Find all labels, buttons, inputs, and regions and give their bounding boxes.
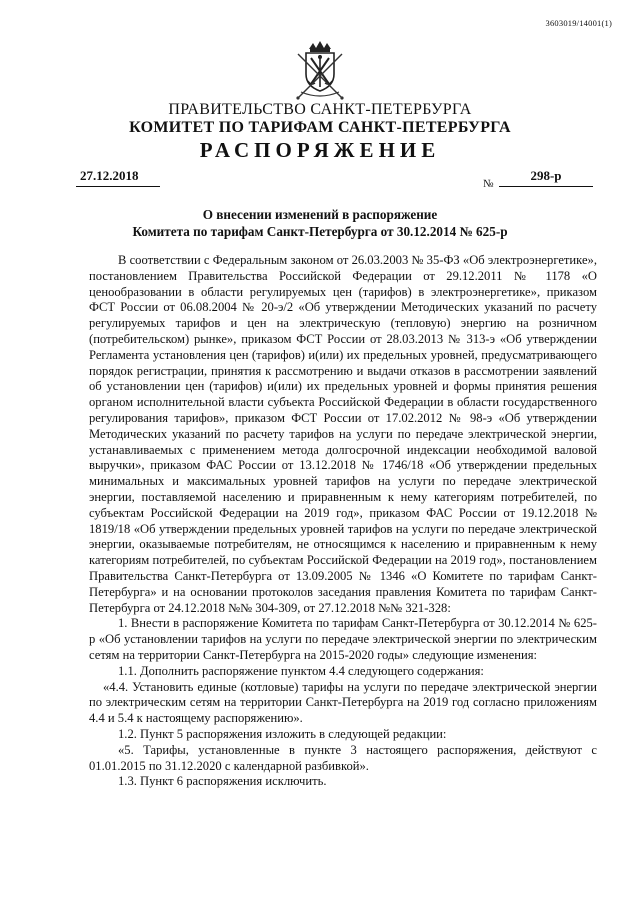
- item-4-4-paragraph: «4.4. Установить единые (котловые) тарифы на услуги по передаче электрической энергии по электрическим сетям на территории Санкт-Петербурга на 2019 год согласно приложениям 4.4 и 5.4 к настоящему распоряжению».: [89, 679, 597, 726]
- government-title: ПРАВИТЕЛЬСТВО САНКТ-ПЕТЕРБУРГА: [168, 101, 472, 118]
- subject-line-2: Комитета по тарифам Санкт-Петербурга от 30.12.2014 № 625-р: [132, 224, 508, 239]
- subject-line-1: О внесении изменений в распоряжение: [202, 207, 438, 222]
- committee-title: КОМИТЕТ ПО ТАРИФАМ САНКТ-ПЕТЕРБУРГА: [129, 119, 511, 136]
- item-1-3-paragraph: 1.3. Пункт 6 распоряжения исключить.: [118, 774, 327, 789]
- preamble-paragraph: В соответствии с Федеральным законом от 26.03.2003 № 35-ФЗ «Об электроэнергетике», постановлением Правительства Российской Федерации от 29.12.2011 № 1178 «О ценообразовании в области регулируемых цен (тарифов) в электроэнергетике», приказом ФСТ России от 06.08.2004 № 20-э/2 «Об утверждении Методических указаний по расчету регулируемых тарифов и цен на электрическую (тепловую) энергию на розничном (потребительском) рынке», приказом ФСТ России от 28.03.2013 № 313-э «Об утверждении Регламента установления цен (тарифов) и(или) их предельных уровней, предусматривающего порядок регистрации, принятия к рассмотрению и выдачи отказов в рассмотрении заявлений об установлении цен (тарифов) и(или) их предельных уровней и формы принятия решения органом исполнительной власти субъекта Российской Федерации в области государственного регулирования тарифов», приказом ФСТ России от 17.02.2012 № 98-э «Об утверждении Методических указаний по расчету тарифов на услуги по передаче электрической энергии, устанавливаемых с применением метода долгосрочной индексации необходимой валовой выручки», приказом ФАС России от 13.12.2018 № 1746/18 «Об утверждении предельных минимальных и максимальных уровней тарифов на услуги по передаче электрической энергии, поставляемой населению и приравненным к нему категориям потребителей, по субъектам Российской Федерации на 2019 год», приказом ФАС России от 19.12.2018 № 1819/18 «Об утверждении предельных уровней тарифов на услуги по передаче электрической энергии, оказываемые потребителям, не относящимся к населению и приравненным к нему категориям потребителей, по субъектам Российской Федерации на 2019 год», постановлением Правительства Санкт-Петербурга от 13.09.2005 № 1346 «О Комитете по тарифам Санкт-Петербурга» и на основании протоколов заседания правления Комитета по тарифам Санкт-Петербурга от 24.12.2018 №№ 304-309, от 27.12.2018 №№ 321-328:: [89, 253, 597, 615]
- item-1-paragraph: 1. Внести в распоряжение Комитета по тарифам Санкт-Петербурга от 30.12.2014 № 625-р «Об установлении тарифов на услуги по передаче электрической энергии по электрическим сетям на территории Санкт-Петербурга на 2015-2020 годы» следующие изменения:: [89, 616, 597, 662]
- number-sign: №: [483, 178, 494, 190]
- item-1-1-paragraph: 1.1. Дополнить распоряжение пунктом 4.4 следующего содержания:: [118, 663, 484, 678]
- document-number-stamp: 3603019/14001(1): [545, 18, 612, 28]
- item-1-2-paragraph: 1.2. Пункт 5 распоряжения изложить в следующей редакции:: [118, 726, 447, 741]
- document-type-title: РАСПОРЯЖЕНИЕ: [199, 138, 441, 162]
- coat-of-arms-icon: [289, 40, 351, 102]
- document-date: 27.12.2018: [76, 168, 160, 187]
- document-body: [89, 253, 597, 790]
- item-5-paragraph: «5. Тарифы, установленные в пункте 3 настоящего распоряжения, действуют с 01.01.2015 по 31.12.2020 с календарной разбивкой».: [89, 742, 597, 773]
- document-number-value: 298-р: [499, 168, 593, 187]
- document-number: [483, 168, 595, 190]
